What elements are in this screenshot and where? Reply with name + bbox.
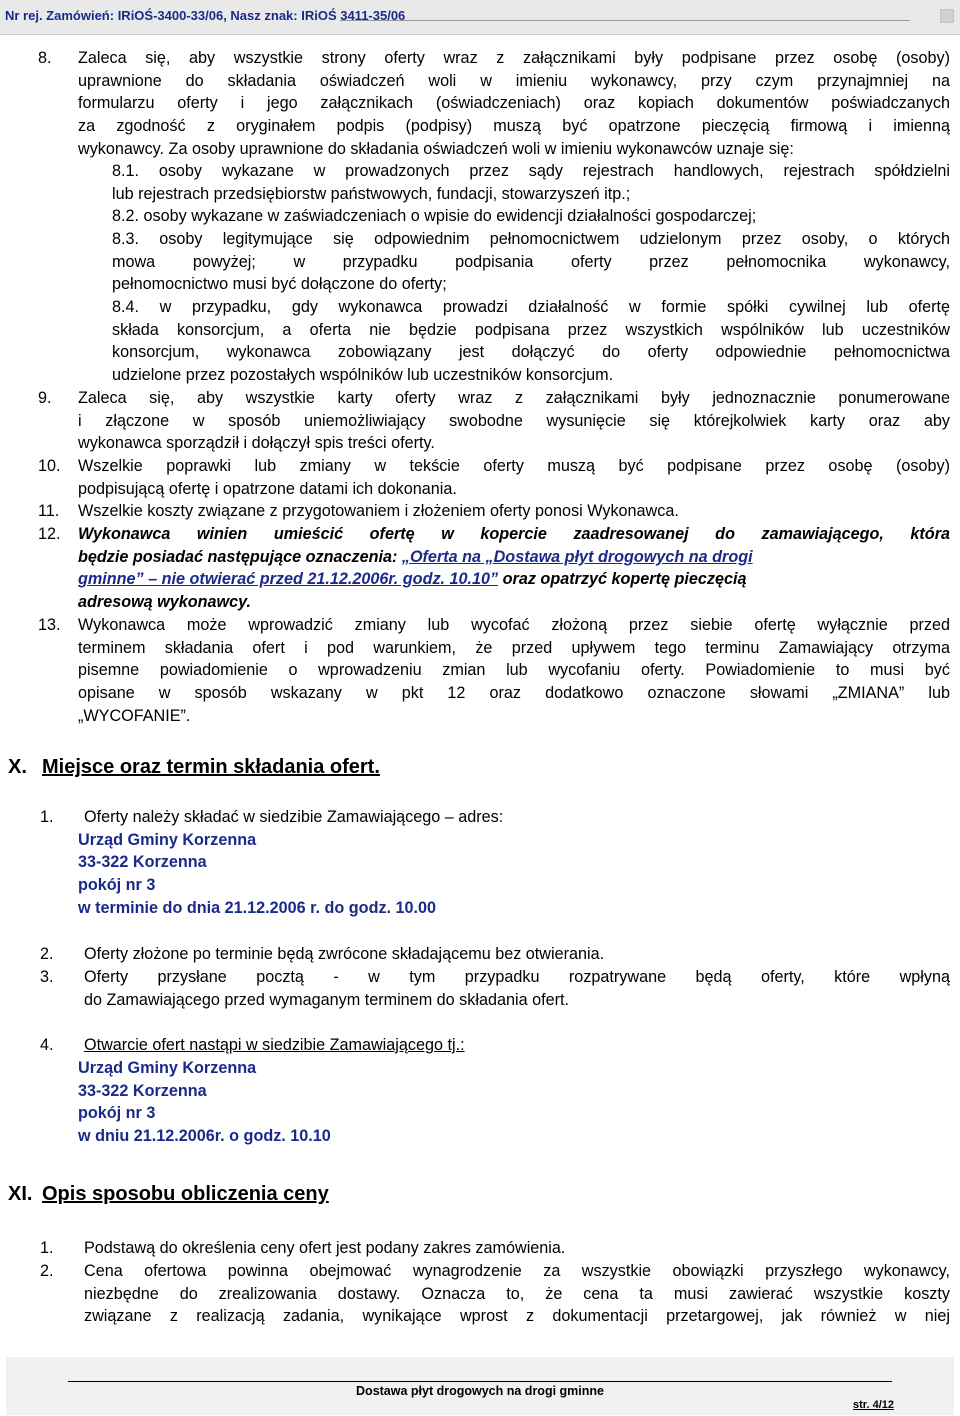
section-xi-point-number: 1.: [40, 1239, 54, 1257]
item-13-line: pisemne powiadomienie o wprowadzeniu zmian lub wycofaniu oferty. Powiadomienie to musi być: [78, 661, 950, 679]
item-9-line: Zaleca się, aby wszystkie karty oferty wraz z załącznikami były jednoznacznie ponumerowane: [78, 389, 950, 407]
item-8-3-line: mowa powyżej; w przypadku podpisania oferty przez pełnomocnika wykonawcy,: [112, 253, 950, 271]
section-x-point-text: do Zamawiającego przed wymaganym terminem do składania ofert.: [84, 991, 569, 1009]
section-xi-number: XI.: [8, 1183, 33, 1205]
section-xi-point-number: 2.: [40, 1262, 54, 1280]
page-footer: [6, 1357, 954, 1415]
item-10-line: podpisującą ofertę i opatrzone datami ich dokonania.: [78, 480, 457, 498]
item-8-2-line: 8.2. osoby wykazane w zaświadczeniach o wpisie do ewidencji działalności gospodarczej;: [112, 207, 757, 225]
section-xi-point-text: niezbędne do zrealizowania dostawy. Oznacza to, że cena ta musi zawierać wszystkie koszty: [84, 1285, 950, 1303]
section-xi-point-text: związane z realizacją zadania, wynikające wprost z dokumentacji przetargowej, jak również w niej: [84, 1307, 950, 1325]
section-xi-point-text: Cena ofertowa powinna obejmować wynagrodzenie za wszystkie obowiązki przyszłego wykonawcy,: [84, 1262, 950, 1280]
section-x-point-text: Oferty przysłane pocztą - w tym przypadku rozpatrywane będą oferty, które wpłyną: [84, 968, 950, 986]
office-address-line: Urząd Gminy Korzenna: [78, 831, 257, 849]
item-9-line: i złączone w sposób uniemożliwiający swobodne wysunięcie się którejkolwiek karty oraz aby: [78, 412, 950, 430]
item-8-number: 8.: [38, 49, 52, 67]
item-11-line: Wszelkie koszty związane z przygotowaniem i złożeniem oferty ponosi Wykonawca.: [78, 502, 679, 520]
item-8-line: formularzu oferty i jego załącznikach (oświadczeniach) oraz kopiach dokumentów poświadczanych: [78, 94, 950, 112]
office-address-line: 33-322 Korzenna: [78, 853, 207, 871]
office-address-line: pokój nr 3: [78, 876, 156, 894]
item-8-line: uprawnione do składania oświadczeń woli w imieniu wykonawcy, przy czym przynajmniej na: [78, 72, 950, 90]
section-x-point-text: Oferty należy składać w siedzibie Zamawiającego – adres:: [84, 808, 504, 826]
item-11-number: 11.: [38, 502, 60, 520]
opening-date: w dniu 21.12.2006r. o godz. 10.10: [78, 1127, 331, 1145]
item-12-number: 12.: [38, 525, 61, 543]
page-header: [0, 0, 960, 35]
opening-address-line: pokój nr 3: [78, 1104, 156, 1122]
section-xi-point-text: Podstawą do określenia ceny ofert jest podany zakres zamówienia.: [84, 1239, 566, 1257]
item-8-line: wykonawcy. Za osoby uprawnione do składania oświadczeń woli w imieniu wykonawców uznaje się:: [78, 140, 794, 158]
footer-title: Dostawa płyt drogowych na drogi gminne: [356, 1384, 604, 1398]
item-13-line: opisane w sposób wskazany w pkt 12 oraz dodatkowo oznaczone słowami „ZMIANA” lub: [78, 684, 950, 702]
section-x-title: Miejsce oraz termin składania ofert.: [42, 756, 380, 778]
item-13-line: terminem składania ofert i pod warunkiem, że przed upływem tego terminu Zamawiający otrzyma: [78, 639, 950, 657]
section-x-point-text: Otwarcie ofert nastąpi w siedzibie Zamawiającego tj.:: [84, 1036, 465, 1054]
item-8-1-line: 8.1. osoby wykazane w prowadzonych przez sądy rejestrach handlowych, rejestrach spółdzielni: [112, 162, 950, 180]
section-x-number: X.: [8, 756, 27, 778]
item-8-3-line: 8.3. osoby legitymujące się odpowiednim pełnomocnictwem udzielonym przez osoby, o których: [112, 230, 950, 248]
item-8-line: Zaleca się, aby wszystkie strony oferty wraz z załącznikami były podpisane przez osobę (osoby): [78, 49, 950, 67]
item-8-4-line: 8.4. w przypadku, gdy wykonawca prowadzi działalność w formie spółki cywilnej lub ofertę: [112, 298, 950, 316]
document-reference: Nr rej. Zamówień: IRiOŚ-3400-33/06, Nasz znak: IRiOŚ 3411-35/06: [5, 8, 406, 23]
item-8-4-line: konsorcjum, wykonawca zobowiązany jest dołączyć do oferty odpowiednie pełnomocnictwa: [112, 343, 950, 361]
section-x-point-text: Oferty złożone po terminie będą zwrócone składającemu bez otwierania.: [84, 945, 605, 963]
header-corner-box: [940, 9, 954, 23]
page-number: str. 4/12: [853, 1399, 894, 1411]
footer-rule: [68, 1381, 892, 1382]
header-rule: [340, 20, 910, 21]
item-12-seal-text: oraz opatrzyć kopertę pieczęcią: [498, 570, 747, 588]
item-10-line: Wszelkie poprawki lub zmiany w tekście oferty muszą być podpisane przez osobę (osoby): [78, 457, 950, 475]
item-8-line: za zgodność z oryginałem podpis (podpisy) muszą być opatrzone pieczęcią firmową i imienną: [78, 117, 950, 135]
item-12-marking-text: gminne” – nie otwierać przed 21.12.2006r. godz. 10.10”: [78, 570, 499, 588]
section-xi-title: Opis sposobu obliczenia ceny: [42, 1183, 329, 1205]
item-12-line: adresową wykonawcy.: [78, 593, 252, 611]
section-x-point-number: 4.: [40, 1036, 54, 1054]
item-8-1-line: lub rejestrach przedsiębiorstw państwowych, fundacji, stowarzyszeń itp.;: [112, 185, 631, 203]
item-13-line: Wykonawca może wprowadzić zmiany lub wycofać złożoną przez siebie ofertę wyłącznie przed: [78, 616, 950, 634]
item-9-number: 9.: [38, 389, 52, 407]
item-8-4-line: udzielone przez pozostałych wspólników lub uczestników konsorcjum.: [112, 366, 614, 384]
item-12-line: [78, 546, 753, 569]
item-12-line: Wykonawca winien umieścić ofertę w kopercie zaadresowanej do zamawiającego, która: [78, 525, 950, 543]
item-12-line: [78, 568, 746, 591]
opening-address-line: 33-322 Korzenna: [78, 1082, 207, 1100]
section-x-point-number: 1.: [40, 808, 54, 826]
submission-deadline: w terminie do dnia 21.12.2006 r. do godz. 10.00: [78, 899, 437, 917]
item-8-4-line: składa konsorcjum, a oferta nie będzie podpisana przez wszystkich wspólników lub uczestników: [112, 321, 950, 339]
item-13-line: „WYCOFANIE”.: [78, 707, 191, 725]
section-x-point-number: 3.: [40, 968, 54, 986]
item-12-marking-intro: będzie posiadać następujące oznaczenia:: [78, 548, 402, 566]
item-12-marking-text: „Oferta na „Dostawa płyt drogowych na drogi: [401, 548, 753, 566]
item-9-line: wykonawca sporządził i dołączył spis treści oferty.: [78, 434, 435, 452]
item-13-number: 13.: [38, 616, 61, 634]
opening-address-line: Urząd Gminy Korzenna: [78, 1059, 257, 1077]
item-10-number: 10.: [38, 457, 61, 475]
item-8-3-line: pełnomocnictwo musi być dołączone do oferty;: [112, 275, 447, 293]
section-x-point-number: 2.: [40, 945, 54, 963]
